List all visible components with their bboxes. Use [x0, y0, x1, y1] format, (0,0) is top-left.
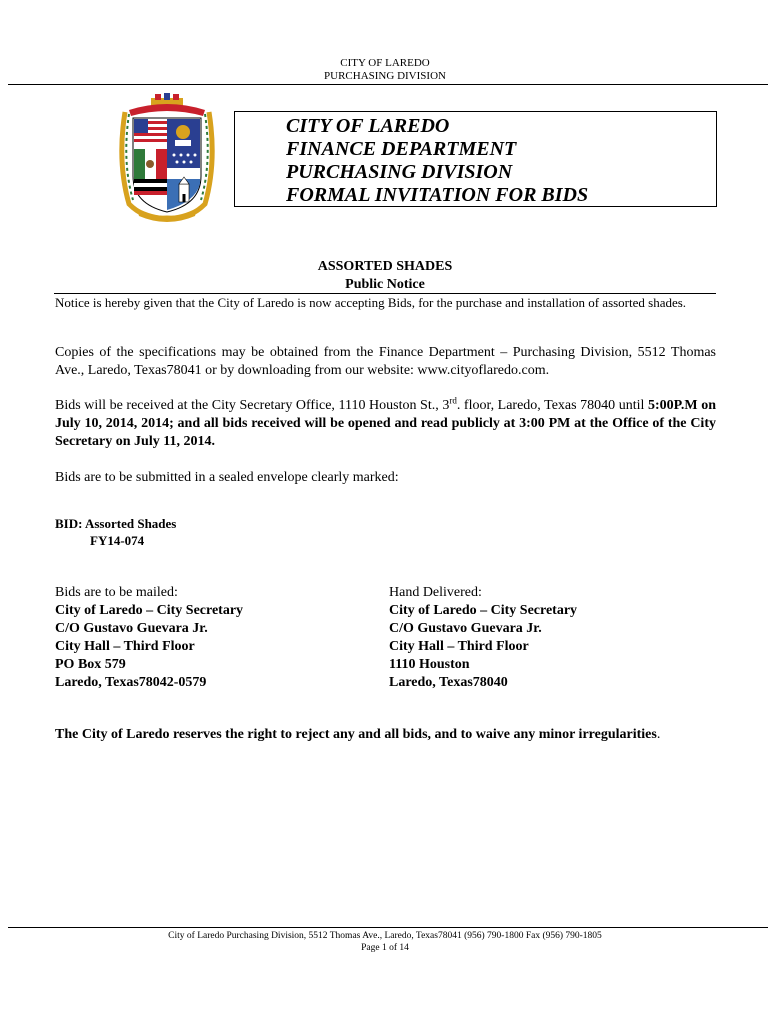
hand-address-label: Hand Delivered:	[389, 585, 482, 600]
sealed-envelope-text: Bids are to be submitted in a sealed envelope clearly marked:	[55, 470, 399, 485]
bid-marking-line-2: FY14-074	[90, 533, 145, 548]
bids-received-text: Bids will be received at the City Secretary Office, 1110 Houston St., 3	[55, 398, 450, 413]
page-number: Page 1 of 14	[361, 943, 409, 953]
mail-address-label: Bids are to be mailed:	[55, 585, 178, 600]
mail-address-line-4: PO Box 579	[55, 657, 126, 672]
title-line-3: PURCHASING DIVISION	[286, 161, 513, 183]
hand-address-line-3: City Hall – Third Floor	[389, 639, 529, 654]
bids-received-text-cont: . floor, Laredo, Texas 78040 until	[456, 398, 645, 413]
copies-paragraph: Copies of the specifications may be obtained from the Finance Department – Purchasing Division, 5512 Thomas Ave., Laredo, Texas78041 or by downloading from our website: www.cityoflaredo.com.	[55, 345, 716, 378]
bids-received-paragraph	[55, 397, 716, 451]
city-of-laredo-seal-icon	[115, 92, 219, 224]
hand-address-line-2: C/O Gustavo Guevara Jr.	[389, 621, 542, 636]
footer-divider	[8, 927, 768, 928]
header-divider	[8, 84, 768, 85]
mail-address-line-5: Laredo, Texas78042-0579	[55, 675, 207, 690]
header-line-2: PURCHASING DIVISION	[324, 70, 446, 82]
ordinal-suffix: rd	[449, 395, 457, 406]
mail-address-block	[55, 584, 243, 692]
notice-paragraph: Notice is hereby given that the City of Laredo is now accepting Bids, for the purchase and installation of assorted shades.	[55, 295, 687, 310]
mail-address-line-1: City of Laredo – City Secretary	[55, 603, 244, 618]
hand-address-block	[389, 584, 577, 692]
title-line-2: FINANCE DEPARTMENT	[286, 138, 517, 160]
header-line-1: CITY OF LAREDO	[340, 57, 430, 69]
hand-address-line-5: Laredo, Texas78040	[389, 675, 508, 690]
document-title: ASSORTED SHADES	[317, 259, 453, 274]
title-line-1: CITY OF LAREDO	[286, 115, 450, 137]
bid-marking-line-1: BID: Assorted Shades	[55, 516, 177, 531]
footer-address: City of Laredo Purchasing Division, 5512 Thomas Ave., Laredo, Texas78041 (956) 790-1800 Fax (956) 790-1805	[168, 931, 602, 941]
mail-address-line-3: City Hall – Third Floor	[55, 639, 195, 654]
reserve-statement	[55, 726, 735, 744]
hand-address-line-4: 1110 Houston	[389, 657, 470, 672]
reserve-period: .	[656, 727, 661, 742]
title-line-4: FORMAL INVITATION FOR BIDS	[286, 184, 589, 206]
hand-address-line-1: City of Laredo – City Secretary	[389, 603, 578, 618]
reserve-text: The City of Laredo reserves the right to reject any and all bids, and to waive any minor irregularities	[55, 727, 657, 742]
mail-address-line-2: C/O Gustavo Guevara Jr.	[55, 621, 208, 636]
document-subtitle: Public Notice	[345, 277, 425, 292]
title-box	[234, 111, 717, 207]
bids-deadline-text: 5:00P.M on July 10, 2014, 2014; and all bids received will be opened and read publicly at 3:00 PM at the Office of the City Secretary on July 11, 2014.	[55, 398, 717, 449]
